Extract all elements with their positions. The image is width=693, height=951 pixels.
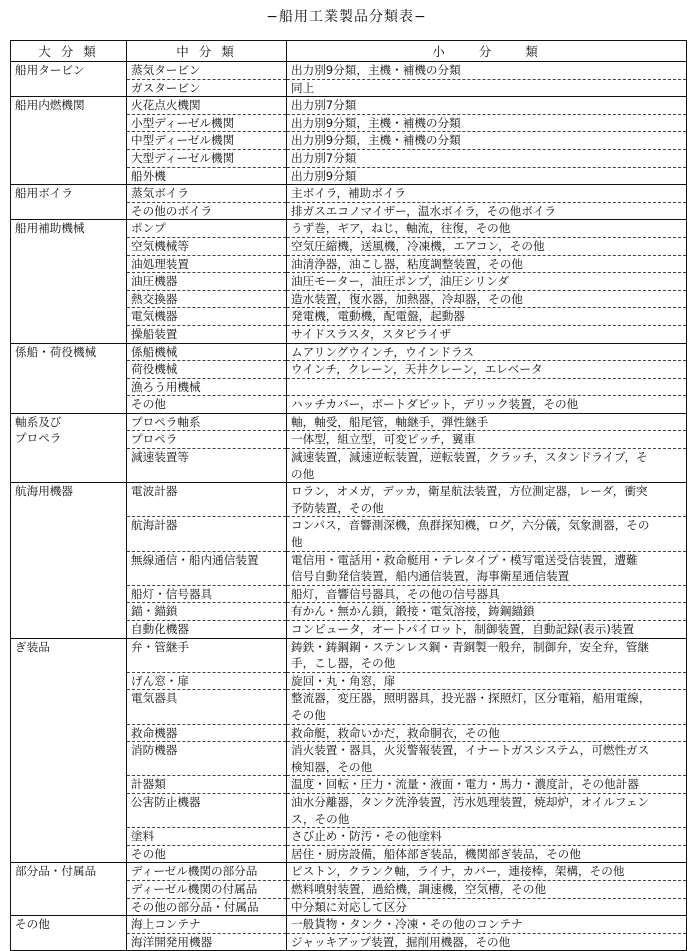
minor-category-line: 温度・回転・圧力・流量・液面・電力・馬力・濃度計，その他計器 <box>291 777 639 792</box>
minor-category-line: うず巻，ギア，ねじ，軸流，往復，その他 <box>291 221 511 236</box>
minor-category <box>287 132 687 150</box>
minor-category-line: ムアリングウインチ，ウインドラス <box>291 344 474 359</box>
minor-category-line: 出力別7分類 <box>291 98 357 113</box>
minor-category-line: 信号自動発信装置，船内通信装置，海事衛星通信装置 <box>291 569 570 584</box>
minor-category <box>287 916 687 934</box>
minor-category-line: コンピュータ，オートパイロット，制御装置，自動記録(表示)装置 <box>291 622 635 636</box>
minor-category <box>287 742 687 776</box>
middle-category: その他 <box>127 396 287 414</box>
minor-category-line: 発電機，電動機，配電盤，起動器 <box>291 309 465 324</box>
minor-category-line: 排ガスエコノマイザー，温水ボイラ，その他ボイラ <box>291 203 557 218</box>
table-row <box>11 185 687 203</box>
middle-category: ガスタービン <box>127 79 287 97</box>
minor-category-line: 造水装置，復水器，加熱器，冷却器，その他 <box>291 291 523 306</box>
minor-category-line: 出力別9分類，主機・補機の分類 <box>291 115 461 130</box>
minor-category-line: 他 <box>291 535 303 550</box>
middle-category: 消防機器 <box>127 742 287 776</box>
middle-category: 漁ろう用機械 <box>127 378 287 396</box>
minor-category-line: 主ボイラ，補助ボイラ <box>291 186 407 201</box>
classification-table <box>10 40 687 951</box>
minor-category-line: 油清浄器，油こし器，粘度調整装置，その他 <box>291 256 523 271</box>
header-middle: 中 分 類 <box>127 41 287 62</box>
minor-category <box>287 343 687 361</box>
middle-category: 航海計器 <box>127 517 287 551</box>
middle-category: 係船機械 <box>127 343 287 361</box>
minor-category-line: ジャッキアップ装置，掘削用機器，その他 <box>291 934 511 949</box>
major-category-line: 船用補助機械 <box>15 221 85 236</box>
minor-category <box>287 413 687 431</box>
minor-category-line: 同上 <box>291 80 315 95</box>
minor-category <box>287 483 687 517</box>
major-category <box>11 62 127 97</box>
header-minor: 小 分 類 <box>287 41 687 62</box>
middle-category: ポンプ <box>127 220 287 238</box>
middle-category: プロペラ軸系 <box>127 413 287 431</box>
middle-category: 錨・錨鎖 <box>127 603 287 621</box>
minor-category <box>287 62 687 80</box>
middle-category: ディーゼル機関の付属品 <box>127 880 287 898</box>
minor-category <box>287 114 687 132</box>
middle-category: 自動化機器 <box>127 621 287 639</box>
minor-category-line: さび止め・防汚・その他塗料 <box>291 829 442 844</box>
middle-category: 電気器具 <box>127 690 287 724</box>
middle-category: 蒸気ボイラ <box>127 185 287 203</box>
major-category <box>11 863 127 916</box>
minor-category-line: 空気圧縮機，送風機，冷凍機，エアコン，その他 <box>291 238 545 253</box>
minor-category <box>287 185 687 203</box>
table-row <box>11 863 687 881</box>
major-category <box>11 185 127 220</box>
middle-category: 電波計器 <box>127 483 287 517</box>
middle-category: 海洋開発用機器 <box>127 933 287 951</box>
middle-category: その他の部分品・付属品 <box>127 898 287 916</box>
major-category-line: プロペラ <box>15 431 62 446</box>
middle-category: 公害防止機器 <box>127 793 287 827</box>
middle-category: 海上コンテナ <box>127 916 287 934</box>
minor-category <box>287 255 687 273</box>
minor-category <box>287 551 687 585</box>
middle-category: 減速装置等 <box>127 449 287 483</box>
minor-category <box>287 517 687 551</box>
minor-category-line: 居住・厨房設備，船体部ぎ装品，機関部ぎ装品，その他 <box>291 846 581 861</box>
middle-category: 小型ディーゼル機関 <box>127 114 287 132</box>
minor-category-line: 旋回・丸・角窓，扉 <box>291 673 396 688</box>
minor-category <box>287 361 687 379</box>
minor-category-line: ピストン，クランク軸，ライナ，カバー，連接棒，架構，その他 <box>291 864 625 879</box>
minor-category-line: 船灯，音響信号器具，その他の信号器具 <box>291 586 500 601</box>
table-body <box>11 62 687 951</box>
minor-category-line <box>291 379 684 396</box>
minor-category <box>287 724 687 742</box>
minor-category <box>287 672 687 690</box>
major-category-line: 船用ボイラ <box>15 186 73 201</box>
minor-category-line: ス，その他 <box>291 811 350 826</box>
middle-category: ディーゼル機関の部分品 <box>127 863 287 881</box>
minor-category <box>287 396 687 414</box>
minor-category-line: 軸，軸受，船尾管，軸継手，弾性継手 <box>291 414 489 429</box>
minor-category <box>287 290 687 308</box>
header-row <box>11 41 687 62</box>
minor-category <box>287 898 687 916</box>
minor-category-line: 燃料噴射装置，過給機，調速機，空気槽，その他 <box>291 881 547 896</box>
minor-category-line: 消火装置・器具，火災警報装置，イナートガスシステム，可燃性ガス <box>291 743 650 758</box>
middle-category: 操船装置 <box>127 325 287 343</box>
middle-category: 船外機 <box>127 167 287 185</box>
middle-category: その他 <box>127 845 287 863</box>
minor-category-line: 救命艇，救命いかだ，救命胴衣，その他 <box>291 725 500 740</box>
middle-category: 弁・管継手 <box>127 638 287 672</box>
middle-category: 油圧機器 <box>127 273 287 291</box>
minor-category <box>287 308 687 326</box>
minor-category-line: 油圧モーター，油圧ポンプ，油圧シリンダ <box>291 274 509 289</box>
minor-category <box>287 220 687 238</box>
table-row <box>11 97 687 115</box>
middle-category: 油処理装置 <box>127 255 287 273</box>
table-row <box>11 483 687 517</box>
minor-category-line: 一般貨物・タンク・冷凍・その他のコンテナ <box>291 917 523 932</box>
major-category-line: ぎ装品 <box>15 639 50 654</box>
minor-category <box>287 97 687 115</box>
minor-category-line: 鋳鉄・鋳鋼鋼・ステンレス鋼・青銅製一般弁，制御弁，安全弁，管継 <box>291 639 649 654</box>
minor-category-line: ウインチ，クレーン，天井クレーン，エレベータ <box>291 362 543 377</box>
minor-category <box>287 880 687 898</box>
minor-category-line: 電信用・電話用・救命艇用・テレタイプ・模写電送受信装置，遭難 <box>291 552 638 567</box>
minor-category <box>287 449 687 483</box>
major-category-line: 船用タービン <box>15 63 85 77</box>
table-row <box>11 638 687 672</box>
table-row <box>11 343 687 361</box>
minor-category-line: の他 <box>291 466 315 481</box>
minor-category-line: 整流器，変圧器，照明器具，投光器・探照灯，区分電箱，船用電線， <box>291 691 651 706</box>
minor-category-line: 検知器，その他 <box>291 759 373 774</box>
minor-category <box>287 845 687 863</box>
middle-category: 電気機器 <box>127 308 287 326</box>
middle-category: 空気機械等 <box>127 237 287 255</box>
major-category-line: 航海用機器 <box>15 484 73 499</box>
minor-category-line: 出力別7分類 <box>291 150 357 165</box>
minor-category <box>287 793 687 827</box>
minor-category-line: 一体型，組立型，可変ピッチ，翼車 <box>291 432 476 447</box>
minor-category-line: その他 <box>291 707 326 722</box>
major-category <box>11 343 127 413</box>
minor-category <box>287 933 687 951</box>
major-category-line: 船用内燃機関 <box>15 98 85 113</box>
minor-category-line: 出力別9分類，主機・補機の分類 <box>291 63 461 77</box>
middle-category: 計器類 <box>127 776 287 794</box>
minor-category-line: サイドスラスタ，スタビライザ <box>291 326 451 341</box>
minor-category <box>287 167 687 185</box>
minor-category <box>287 431 687 449</box>
table-row <box>11 413 687 431</box>
middle-category: 熱交換器 <box>127 290 287 308</box>
major-category <box>11 97 127 185</box>
middle-category: 船灯・信号器具 <box>127 585 287 603</box>
minor-category-line: コンパス，音響測深機，魚群探知機，ログ，六分儀，気象測器，その <box>291 518 650 533</box>
minor-category-line: 出力別9分類 <box>291 168 357 183</box>
minor-category <box>287 378 687 396</box>
major-category <box>11 413 127 482</box>
minor-category <box>287 325 687 343</box>
minor-category <box>287 603 687 621</box>
middle-category: 大型ディーゼル機関 <box>127 149 287 167</box>
middle-category: 救命機器 <box>127 724 287 742</box>
minor-category <box>287 237 687 255</box>
major-category-line: 係船・荷役機械 <box>15 344 97 359</box>
page-title: −船用工業製品分類表− <box>266 9 427 25</box>
middle-category: 中型ディーゼル機関 <box>127 132 287 150</box>
minor-category-line: 出力別9分類，主機・補機の分類 <box>291 133 461 148</box>
middle-category: 無線通信・船内通信装置 <box>127 551 287 585</box>
minor-category-line: ロラン，オメガ，デッカ，衛星航法装置，方位測定器，レーダ，衝突 <box>291 484 648 499</box>
header-major: 大 分 類 <box>11 41 127 62</box>
major-category <box>11 638 127 863</box>
table-row <box>11 62 687 80</box>
minor-category <box>287 585 687 603</box>
minor-category-line: 予防装置，その他 <box>291 500 384 515</box>
middle-category: 荷役機械 <box>127 361 287 379</box>
middle-category: 蒸気タービン <box>127 62 287 80</box>
minor-category <box>287 776 687 794</box>
minor-category <box>287 621 687 639</box>
middle-category: 塗料 <box>127 828 287 846</box>
minor-category <box>287 273 687 291</box>
major-category-line: 軸系及び <box>15 414 62 429</box>
minor-category <box>287 202 687 220</box>
minor-category-line: 手，こし器，その他 <box>291 656 396 671</box>
minor-category-line: 油水分離器，タンク洗浄装置，汚水処理装置，焼却炉，オイルフェン <box>291 794 650 809</box>
minor-category <box>287 149 687 167</box>
table-row <box>11 220 687 238</box>
minor-category-line: 有かん・無かん鎖，鍛接・電気溶接，鋳鋼錨鎖 <box>291 604 535 619</box>
middle-category: その他のボイラ <box>127 202 287 220</box>
major-category <box>11 483 127 638</box>
major-category <box>11 220 127 343</box>
minor-category <box>287 79 687 97</box>
minor-category <box>287 638 687 672</box>
minor-category-line: 中分類に対応して区分 <box>291 899 407 914</box>
table-row <box>11 916 687 934</box>
minor-category-line: ハッチカバー，ボートダビット，デリック装置，その他 <box>291 397 579 412</box>
major-category-line: その他 <box>15 917 50 932</box>
minor-category <box>287 828 687 846</box>
minor-category <box>287 690 687 724</box>
middle-category: プロペラ <box>127 431 287 449</box>
middle-category: げん窓・扉 <box>127 672 287 690</box>
middle-category: 火花点火機関 <box>127 97 287 115</box>
minor-category-line: 減速装置，減速逆転装置，逆転装置，クラッチ，スタンドライブ，そ <box>291 450 648 465</box>
major-category-line: 部分品・付属品 <box>15 864 97 879</box>
minor-category <box>287 863 687 881</box>
